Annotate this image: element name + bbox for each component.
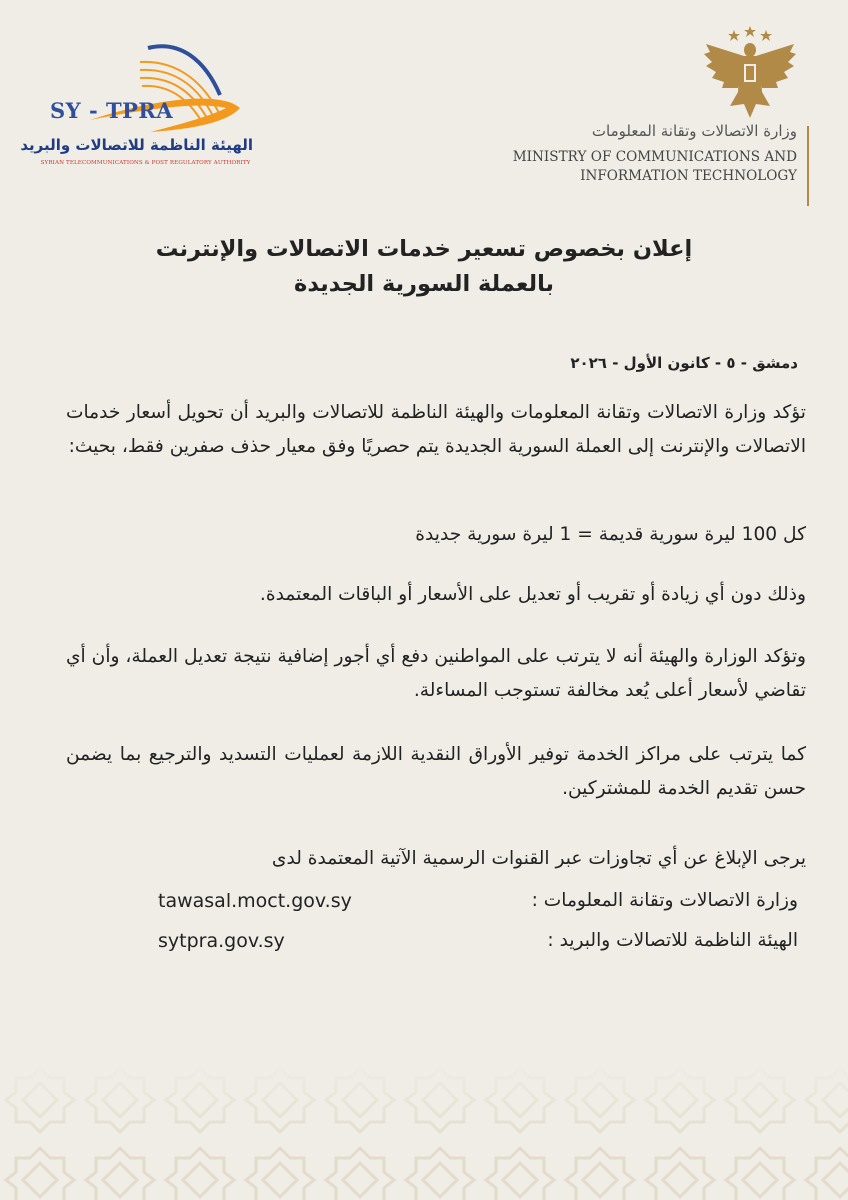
contact-label: وزارة الاتصالات وتقانة المعلومات : bbox=[531, 890, 798, 911]
ministry-english-name bbox=[495, 148, 797, 186]
eagle-emblem-icon bbox=[700, 26, 800, 122]
contact-row bbox=[0, 924, 848, 958]
title-line2: بالعملة السورية الجديدة bbox=[294, 271, 554, 297]
ministry-arabic-name: وزارة الاتصالات وتقانة المعلومات bbox=[591, 122, 797, 140]
tpra-name: SY - TPRA bbox=[50, 98, 174, 123]
ministry-english-line1: MINISTRY OF COMMUNICATIONS AND bbox=[512, 149, 797, 165]
ministry-header bbox=[495, 26, 815, 186]
contact-url[interactable]: tawasal.moct.gov.sy bbox=[158, 890, 352, 912]
tpra-english-name: SYRIAN TELECOMMUNICATIONS & POST REGULATORY AUTHORITY bbox=[40, 160, 251, 166]
paragraph-no-extra-fees: وتؤكد الوزارة والهيئة أنه لا يترتب على المواطنين دفع أي أجور إضافية نتيجة تعديل العملة، وأن أي تقاضي لأسعار أعلى يُعد مخالفة تستوجب المساءلة. bbox=[66, 646, 806, 701]
page-title bbox=[120, 232, 728, 302]
contact-row bbox=[0, 884, 848, 918]
paragraph-intro: تؤكد وزارة الاتصالات وتقانة المعلومات والهيئة الناظمة للاتصالات والبريد أن تحويل أسعار خدمات الاتصالات والإنترنت إلى العملة السورية الجديدة يتم حصريًا وفق معيار حذف صفرين فقط، بحيث: bbox=[66, 402, 806, 457]
contact-url[interactable]: sytpra.gov.sy bbox=[158, 930, 285, 952]
paragraph-service-centers: كما يترتب على مراكز الخدمة توفير الأوراق النقدية اللازمة لعمليات التسديد والترجيع بما يضمن حسن تقديم الخدمة للمشتركين. bbox=[66, 744, 806, 799]
contact-label: الهيئة الناظمة للاتصالات والبريد : bbox=[547, 930, 798, 951]
tpra-logo bbox=[20, 40, 255, 170]
paragraph-no-increase: وذلك دون أي زيادة أو تقريب أو تعديل على الأسعار أو الباقات المعتمدة. bbox=[259, 584, 806, 605]
decorative-pattern bbox=[0, 1060, 848, 1200]
conversion-rule: كل 100 ليرة سورية قديمة = 1 ليرة سورية جديدة bbox=[415, 524, 806, 545]
title-line1: إعلان بخصوص تسعير خدمات الاتصالات والإنترنت bbox=[155, 236, 693, 262]
ministry-english-line2: INFORMATION TECHNOLOGY bbox=[580, 168, 797, 184]
tpra-arabic-name: الهيئة الناظمة للاتصالات والبريد bbox=[20, 136, 253, 154]
ministry-divider bbox=[807, 126, 809, 206]
report-intro: يرجى الإبلاغ عن أي تجاوزات عبر القنوات الرسمية الآتية المعتمدة لدى bbox=[271, 848, 806, 869]
announcement-date: دمشق - ٥ - كانون الأول - ٢٠٢٦ bbox=[570, 354, 798, 372]
